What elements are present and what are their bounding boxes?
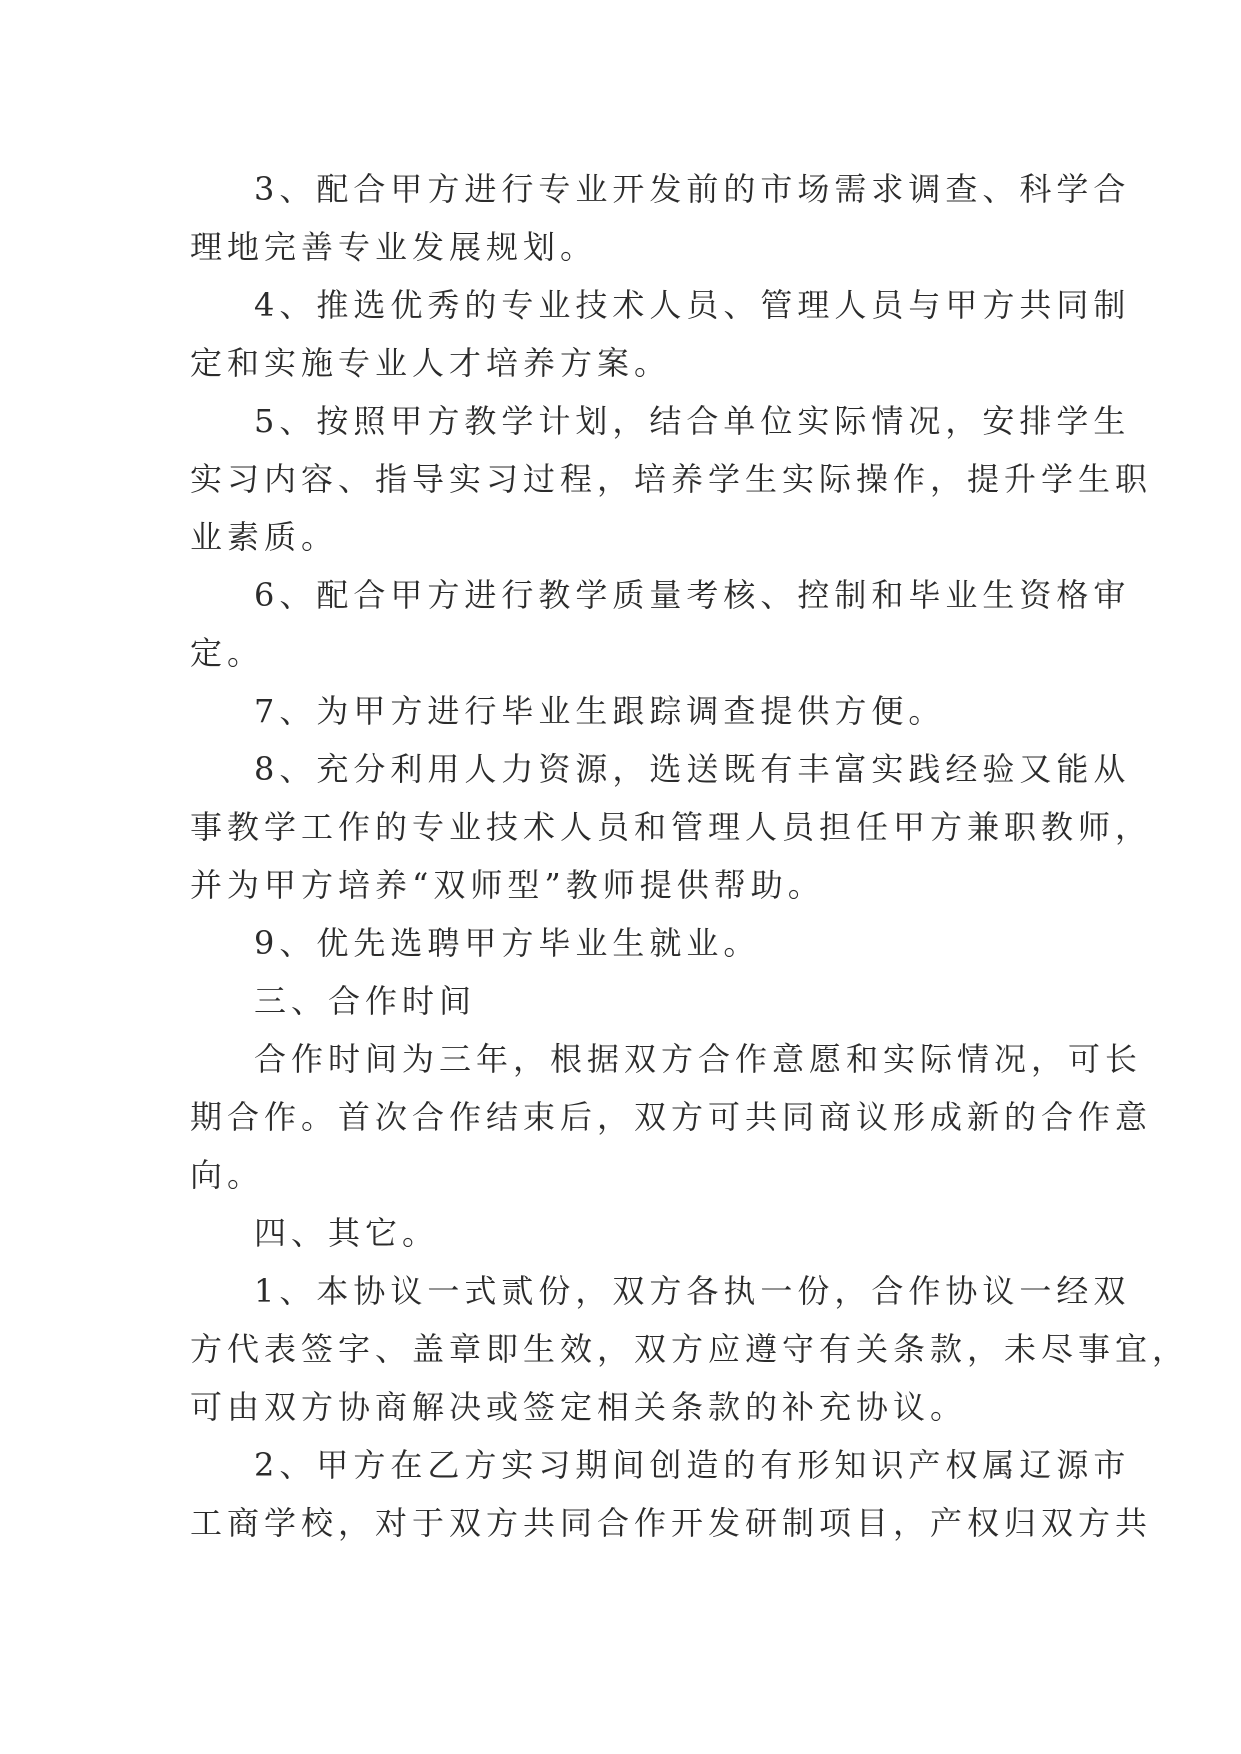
clause-6 (190, 566, 1131, 682)
clause-5 (190, 392, 1153, 566)
clause-8 (190, 740, 1153, 914)
text-line: 并为甲方培养“双师型”教师提供帮助。 (190, 866, 825, 904)
clause-7 (190, 682, 1060, 740)
text-line: 6、配合甲方进行教学质量考核、控制和毕业生资格审 (254, 576, 1131, 614)
section-heading-other (190, 1204, 1060, 1262)
text-line: 业素质。 (190, 518, 339, 556)
clause-4 (190, 276, 1131, 392)
section-heading-cooperation-time (190, 972, 1060, 1030)
text-line: 实习内容、指导实习过程，培养学生实际操作，提升学生职 (190, 460, 1153, 498)
text-line: 7、为甲方进行毕业生跟踪调查提供方便。 (254, 692, 946, 730)
text-line: 5、按照甲方教学计划，结合单位实际情况，安排学生 (254, 402, 1131, 440)
text-line: 8、充分利用人力资源，选送既有丰富实践经验又能从 (254, 750, 1131, 788)
text-line: 可由双方协商解决或签定相关条款的补充协议。 (190, 1388, 968, 1426)
text-line: 定。 (190, 634, 265, 672)
cooperation-time-body (190, 1030, 1153, 1204)
text-line: 2、甲方在乙方实习期间创造的有形知识产权属辽源市 (254, 1446, 1131, 1484)
text-line: 事教学工作的专业技术人员和管理人员担任甲方兼职教师， (190, 808, 1153, 846)
clause-3 (190, 160, 1131, 276)
text-line: 定和实施专业人才培养方案。 (190, 344, 672, 382)
text-line: 期合作。首次合作结束后，双方可共同商议形成新的合作意 (190, 1098, 1153, 1136)
text-line: 合作时间为三年，根据双方合作意愿和实际情况，可长 (254, 1040, 1143, 1078)
other-clause-1 (190, 1262, 1190, 1436)
text-line: 向。 (190, 1156, 265, 1194)
text-line: 方代表签字、盖章即生效，双方应遵守有关条款，未尽事宜， (190, 1330, 1190, 1368)
document-body (190, 160, 1190, 1552)
section-heading: 三、合作时间 (254, 982, 477, 1020)
section-heading: 四、其它。 (254, 1214, 440, 1252)
other-clause-2 (190, 1436, 1153, 1552)
text-line: 工商学校，对于双方共同合作开发研制项目，产权归双方共 (190, 1504, 1153, 1542)
clause-9 (190, 914, 1060, 972)
text-line: 1、本协议一式贰份，双方各执一份，合作协议一经双 (254, 1272, 1131, 1310)
text-line: 4、推选优秀的专业技术人员、管理人员与甲方共同制 (254, 286, 1131, 324)
text-line: 9、优先选聘甲方毕业生就业。 (254, 924, 761, 962)
text-line: 3、配合甲方进行专业开发前的市场需求调查、科学合 (254, 170, 1131, 208)
text-line: 理地完善专业发展规划。 (190, 228, 598, 266)
